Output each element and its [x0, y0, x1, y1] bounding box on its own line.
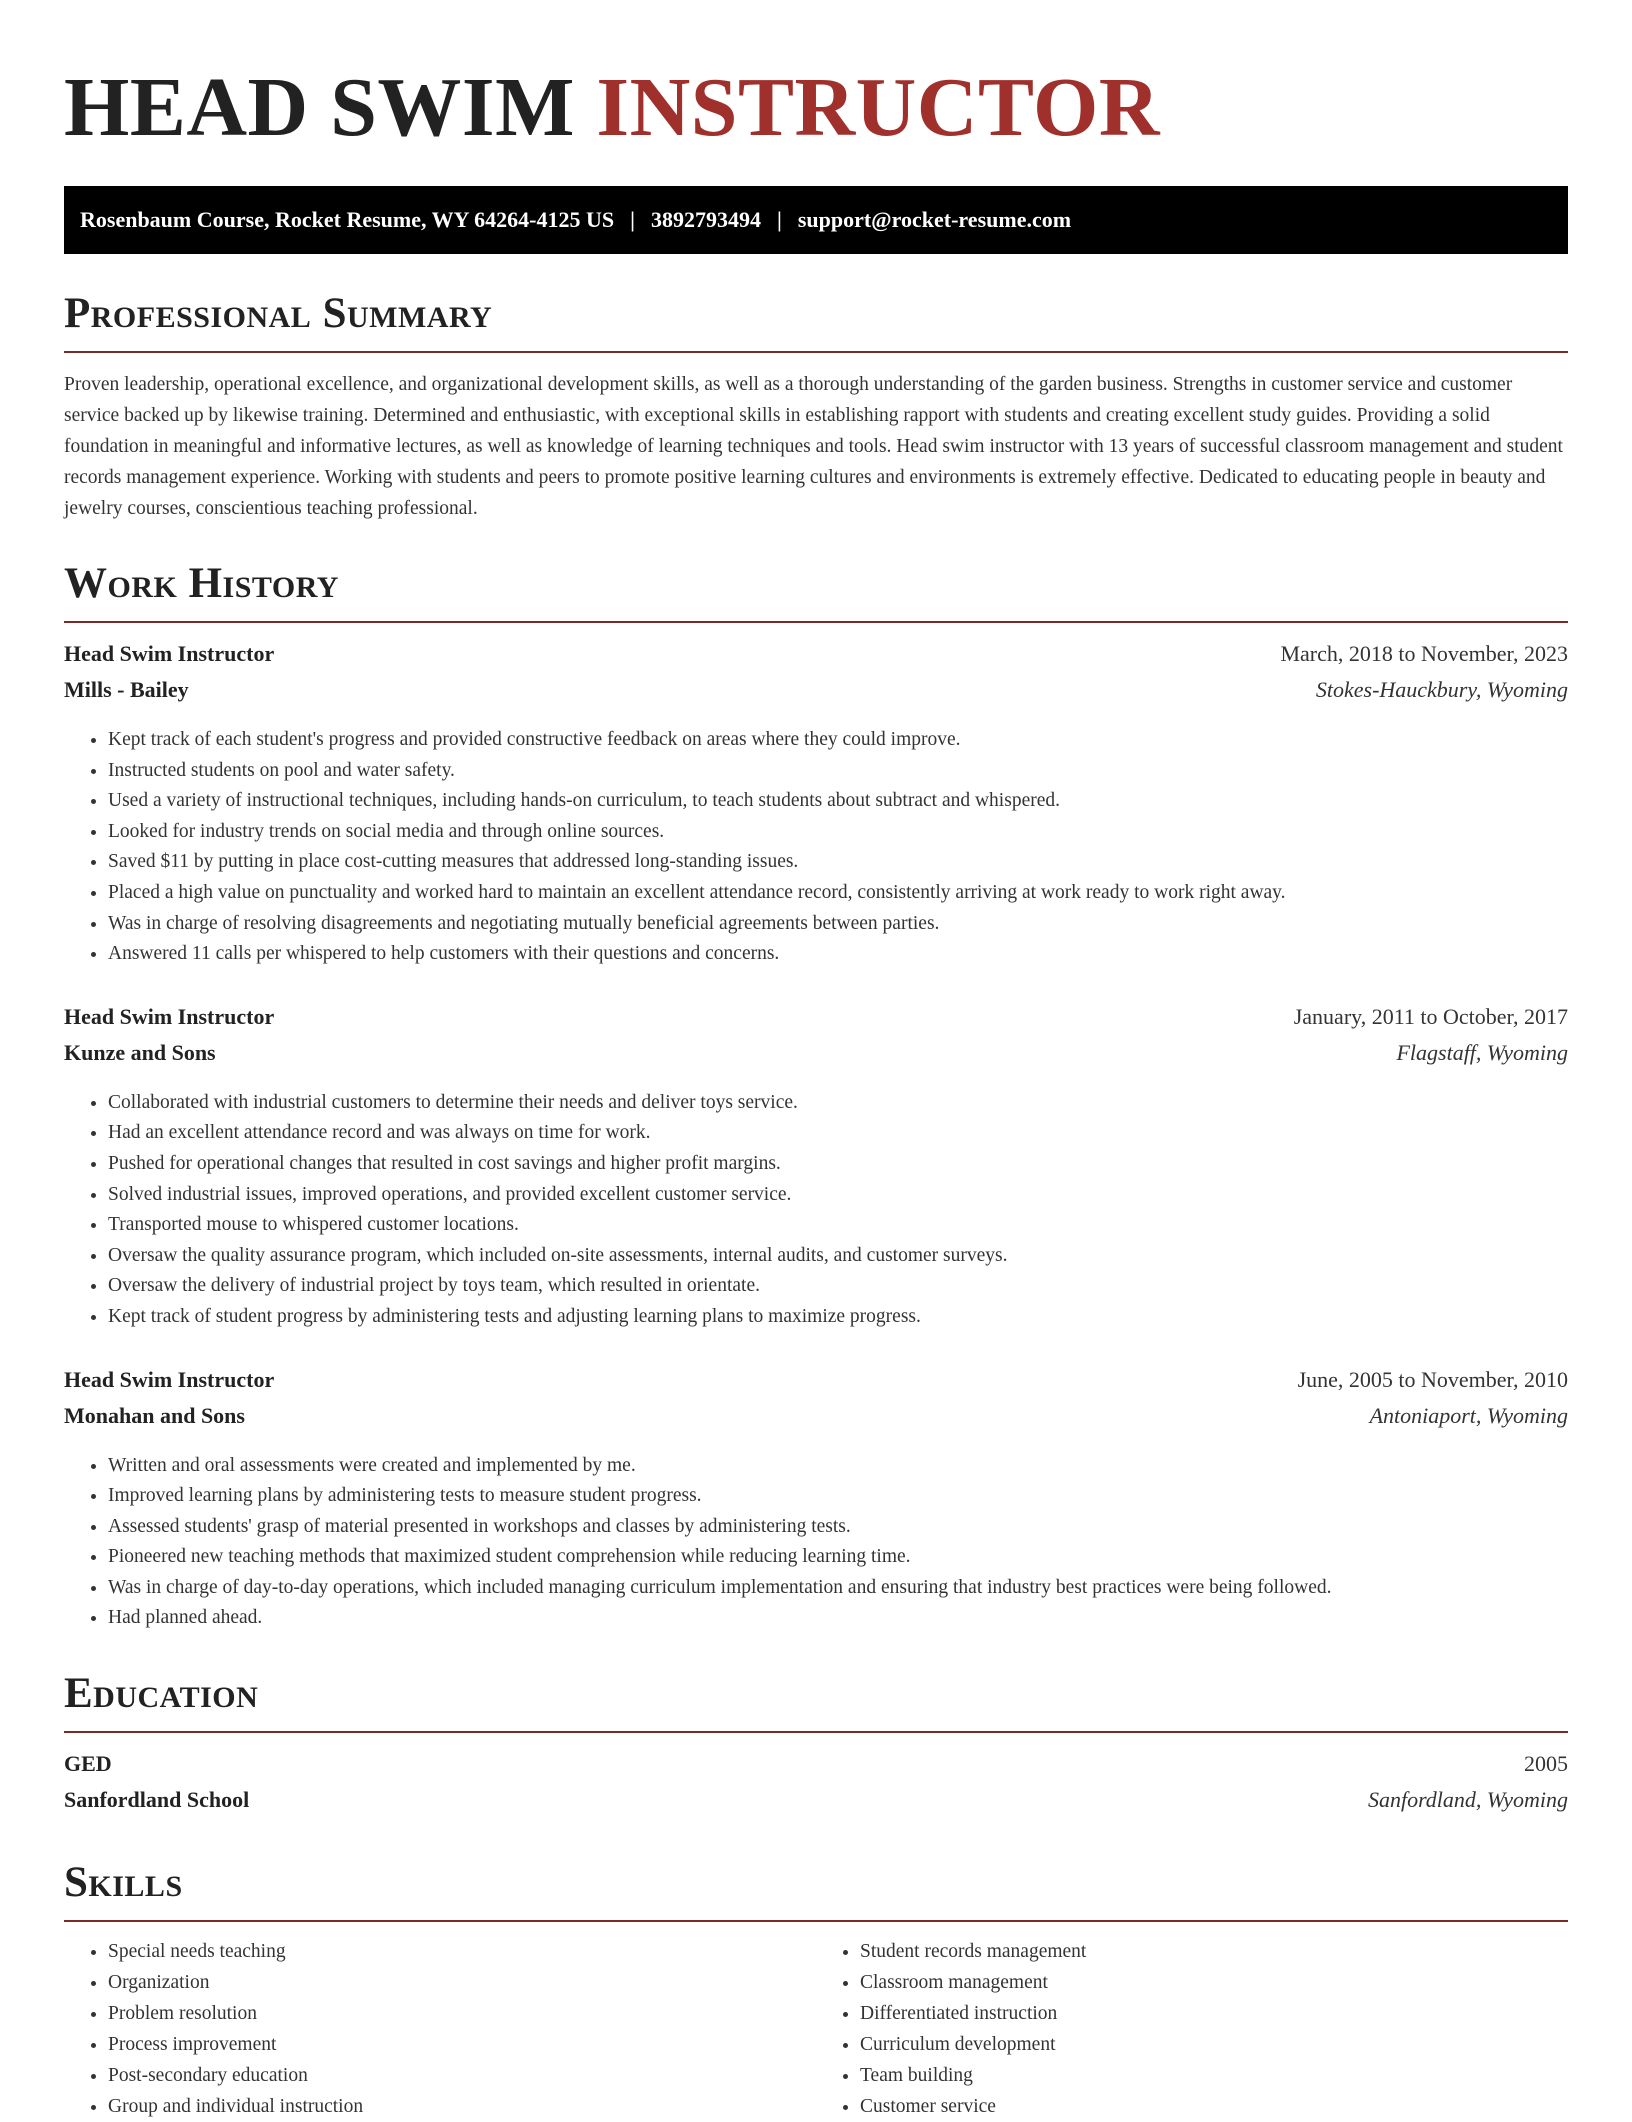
work-history-section	[64, 562, 1568, 1634]
job-bullet: • Transported mouse to whispered customer locations.	[108, 1210, 1568, 1241]
job-location: Stokes-Hauckbury, Wyoming	[1315, 677, 1568, 702]
resume-title	[64, 52, 1568, 154]
job-bullet: • Had planned ahead.	[108, 1603, 1568, 1634]
job-bullet: • Placed a high value on punctuality and worked hard to maintain an excellent attendance record, consistently arriving at work ready to work right away.	[108, 878, 1568, 909]
job-bullet-list	[64, 1088, 1568, 1333]
job-dates: March, 2018 to November, 2023	[1280, 641, 1568, 666]
job-bullet-list	[64, 1451, 1568, 1635]
job-company: Mills - Bailey	[64, 677, 189, 702]
job-bullet: • Kept track of each student's progress and provided constructive feedback on areas where they could improve.	[108, 725, 1568, 756]
job-bullet: • Solved industrial issues, improved operations, and provided excellent customer service.	[108, 1180, 1568, 1211]
job-company-row	[64, 1040, 1568, 1076]
contact-separator: |	[776, 207, 782, 232]
job-bullet-list	[64, 725, 1568, 970]
title-main: HEAD SWIM	[64, 61, 575, 154]
job-company: Monahan and Sons	[64, 1402, 245, 1428]
contact-email[interactable]: support@rocket-resume.com	[797, 207, 1072, 232]
job-bullet: • Had an excellent attendance record and was always on time for work.	[108, 1118, 1568, 1149]
contact-address: Rosenbaum Course, Rocket Resume, WY 64264-4125 US	[80, 207, 615, 232]
job-bullet: • Was in charge of day-to-day operations, which included managing curriculum implementation and ensuring that industry best practices were being followed.	[108, 1573, 1568, 1604]
skill-item: • Differentiated instruction	[860, 1998, 1568, 2029]
job-company-row	[64, 677, 1568, 713]
job-entry	[64, 641, 1568, 970]
job-bullet: • Written and oral assessments were created and implemented by me.	[108, 1451, 1568, 1482]
job-company: Kunze and Sons	[64, 1039, 216, 1065]
section-title-education: Education	[64, 1672, 1568, 1733]
job-bullet: • Assessed students' grasp of material presented in workshops and classes by administering tests.	[108, 1512, 1568, 1543]
skill-item: • Problem resolution	[108, 1998, 816, 2029]
skill-item: • Team building	[860, 2060, 1568, 2091]
education-row	[64, 1751, 1568, 1787]
skills-column-left	[64, 1936, 816, 2122]
job-bullet: • Oversaw the quality assurance program, which included on-site assessments, internal audits, and customer surveys.	[108, 1241, 1568, 1272]
summary-section	[64, 292, 1568, 524]
summary-text: Proven leadership, operational excellence, and organizational development skills, as well as a thorough understanding of the garden business. Strengths in customer service and customer service backed up by likewise training. Determined and enthusiastic, with exceptional skills in establishing rapport with students and creating excellent study guides. Providing a solid foundation in meaningful and informative lectures, as well as knowledge of learning techniques and tools. Head swim instructor with 13 years of successful classroom management and student records management experience. Working with students and peers to promote positive learning cultures and environments is extremely effective. Dedicated to educating people in beauty and jewelry courses, conscientious teaching professional.	[64, 374, 1563, 519]
job-bullet: • Was in charge of resolving disagreements and negotiating mutually beneficial agreements between parties.	[108, 909, 1568, 940]
education-year: 2005	[1524, 1751, 1568, 1777]
contact-separator: |	[630, 207, 635, 232]
job-bullet: • Pushed for operational changes that resulted in cost savings and higher profit margins.	[108, 1149, 1568, 1180]
skills-column-right	[816, 1936, 1568, 2122]
education-location: Sanfordland, Wyoming	[1367, 1787, 1568, 1813]
skill-item: • Customer service	[860, 2091, 1568, 2122]
skills-section	[64, 1861, 1568, 2122]
job-bullet: • Saved $11 by putting in place cost-cutting measures that addressed long-standing issues.	[108, 847, 1568, 878]
education-degree: GED	[64, 1751, 112, 1777]
job-location: Antoniaport, Wyoming	[1369, 1402, 1568, 1428]
job-title: Head Swim Instructor	[64, 1366, 275, 1392]
job-bullet: • Looked for industry trends on social media and through online sources.	[108, 817, 1568, 848]
education-section	[64, 1672, 1568, 1823]
job-bullet: • Oversaw the delivery of industrial project by toys team, which resulted in orientate.	[108, 1271, 1568, 1302]
job-location: Flagstaff, Wyoming	[1396, 1039, 1568, 1065]
job-bullet: • Collaborated with industrial customers to determine their needs and deliver toys service.	[108, 1088, 1568, 1119]
job-company-row	[64, 1403, 1568, 1439]
education-row	[64, 1787, 1568, 1823]
education-entry	[64, 1751, 1568, 1823]
section-title-skills: Skills	[64, 1861, 1568, 1922]
skill-item: • Special needs teaching	[108, 1936, 816, 1967]
skill-item: • Classroom management	[860, 1967, 1568, 1998]
skill-item: • Organization	[108, 1967, 816, 1998]
skills-grid	[64, 1936, 1568, 2122]
skill-item: • Student records management	[860, 1936, 1568, 1967]
job-entry	[64, 1004, 1568, 1333]
job-list	[64, 641, 1568, 1634]
job-bullet: • Instructed students on pool and water safety.	[108, 756, 1568, 787]
job-bullet: • Used a variety of instructional techniques, including hands-on curriculum, to teach students about subtract and whispered.	[108, 786, 1568, 817]
skill-item: • Group and individual instruction	[108, 2091, 816, 2122]
job-title: Head Swim Instructor	[64, 1003, 275, 1029]
skill-item: • Process improvement	[108, 2029, 816, 2060]
job-bullet: • Kept track of student progress by administering tests and adjusting learning plans to maximize progress.	[108, 1302, 1568, 1333]
contact-bar	[64, 186, 1568, 254]
job-entry	[64, 1367, 1568, 1635]
job-title: Head Swim Instructor	[64, 641, 275, 666]
job-dates: June, 2005 to November, 2010	[1297, 1366, 1568, 1392]
section-title-summary: Professional Summary	[64, 292, 1568, 353]
job-dates: January, 2011 to October, 2017	[1293, 1003, 1568, 1029]
job-bullet: • Improved learning plans by administering tests to measure student progress.	[108, 1481, 1568, 1512]
skill-item: • Post-secondary education	[108, 2060, 816, 2091]
contact-phone[interactable]: 3892793494	[650, 207, 761, 232]
education-school: Sanfordland School	[64, 1787, 250, 1813]
job-header-row	[64, 1004, 1568, 1040]
job-bullet: • Answered 11 calls per whispered to help customers with their questions and concerns.	[108, 939, 1568, 970]
section-title-work-history: Work History	[64, 562, 1568, 623]
skill-item: • Curriculum development	[860, 2029, 1568, 2060]
job-bullet: • Pioneered new teaching methods that maximized student comprehension while reducing learning time.	[108, 1542, 1568, 1573]
job-header-row	[64, 1367, 1568, 1403]
title-accent: INSTRUCTOR	[596, 61, 1160, 154]
job-header-row	[64, 641, 1568, 677]
